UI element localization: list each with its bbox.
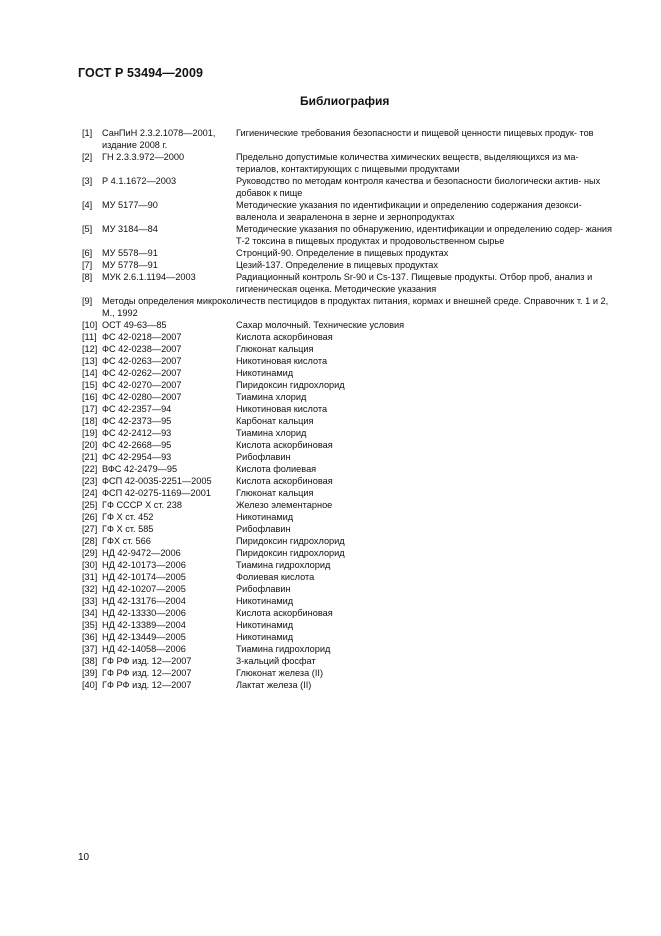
bibliography-title: Библиография xyxy=(300,94,390,108)
reference-item xyxy=(82,223,614,247)
reference-code: ГФХ ст. 566 xyxy=(102,536,151,546)
reference-item xyxy=(82,487,614,499)
reference-code: Р 4.1.1672—2003 xyxy=(102,176,177,186)
reference-description: Никотиновая кислота xyxy=(236,404,328,414)
reference-number: [26] xyxy=(82,512,98,522)
reference-item xyxy=(82,403,614,415)
reference-number: [23] xyxy=(82,476,98,486)
reference-description: Никотинамид xyxy=(236,512,294,522)
reference-number: [25] xyxy=(82,500,98,510)
reference-description: 3-кальций фосфат xyxy=(236,656,316,666)
reference-number: [34] xyxy=(82,608,98,618)
reference-code: ФС 42-0262—2007 xyxy=(102,368,182,378)
reference-description: Рибофлавин xyxy=(236,524,291,534)
page-number: 10 xyxy=(78,852,90,863)
reference-number: [5] xyxy=(82,224,93,234)
reference-code: ГФ Х ст. 585 xyxy=(102,524,154,534)
reference-code: ФС 42-2357—94 xyxy=(102,404,172,414)
reference-code: НД 42-10173—2006 xyxy=(102,560,186,570)
reference-code: НД 42-13176—2004 xyxy=(102,596,186,606)
reference-item xyxy=(82,619,614,631)
reference-code: МУ 5578—91 xyxy=(102,248,158,258)
reference-number: [12] xyxy=(82,344,98,354)
reference-code: ГФ РФ изд. 12—2007 xyxy=(102,680,192,690)
reference-description: Кислота аскорбиновая xyxy=(236,608,333,618)
reference-item xyxy=(82,547,614,559)
reference-item xyxy=(82,127,614,151)
reference-description: Пиридоксин гидрохлорид xyxy=(236,548,345,558)
reference-number: [1] xyxy=(82,128,93,138)
reference-item xyxy=(82,247,614,259)
reference-code: ОСТ 49-63—85 xyxy=(102,320,167,330)
reference-number: [31] xyxy=(82,572,98,582)
reference-description: Тиамина хлорид xyxy=(236,392,307,402)
reference-code: ФС 42-0218—2007 xyxy=(102,332,182,342)
reference-number: [9] xyxy=(82,296,93,306)
reference-description: Тиамина хлорид xyxy=(236,428,307,438)
reference-code: НД 42-14058—2006 xyxy=(102,644,186,654)
reference-number: [35] xyxy=(82,620,98,630)
reference-number: [11] xyxy=(82,332,97,342)
document-header: ГОСТ Р 53494—2009 xyxy=(78,66,204,80)
reference-description: Радиационный контроль Sr-90 и Cs-137. Пищевые продукты. Отбор проб, анализ и гигиеническая оценка. Методические указания xyxy=(236,272,593,294)
reference-description: Предельно допустимые количества химических веществ, выделяющихся из ма- териалов, контактирующих с пищевыми продуктами xyxy=(236,152,579,174)
reference-number: [36] xyxy=(82,632,98,642)
reference-number: [7] xyxy=(82,260,93,270)
reference-item xyxy=(82,295,614,319)
reference-item xyxy=(82,391,614,403)
reference-item xyxy=(82,259,614,271)
reference-code: МУК 2.6.1.1194—2003 xyxy=(102,272,196,282)
reference-item xyxy=(82,379,614,391)
reference-description: Рибофлавин xyxy=(236,584,291,594)
reference-item xyxy=(82,511,614,523)
reference-item xyxy=(82,319,614,331)
reference-description: Фолиевая кислота xyxy=(236,572,315,582)
reference-description: Глюконат кальция xyxy=(236,488,314,498)
reference-description: Пиридоксин гидрохлорид xyxy=(236,536,345,546)
reference-description: Руководство по методам контроля качества и безопасности биологически актив- ных добавок к пище xyxy=(236,176,601,198)
reference-description: Тиамина гидрохлорид xyxy=(236,560,331,570)
reference-code: ФС 42-2412—93 xyxy=(102,428,172,438)
reference-code: НД 42-10174—2005 xyxy=(102,572,186,582)
reference-description: Никотинамид xyxy=(236,368,294,378)
reference-number: [29] xyxy=(82,548,98,558)
reference-code: МУ 5778—91 xyxy=(102,260,158,270)
reference-item xyxy=(82,559,614,571)
reference-description: Пиридоксин гидрохлорид xyxy=(236,380,345,390)
reference-item xyxy=(82,643,614,655)
reference-code: НД 42-9472—2006 xyxy=(102,548,181,558)
reference-description: Кислота аскорбиновая xyxy=(236,440,333,450)
reference-number: [32] xyxy=(82,584,98,594)
reference-number: [14] xyxy=(82,368,98,378)
reference-description: Лактат железа (II) xyxy=(236,680,312,690)
reference-number: [30] xyxy=(82,560,98,570)
reference-description: Карбонат кальция xyxy=(236,416,314,426)
reference-item xyxy=(82,571,614,583)
reference-number: [37] xyxy=(82,644,98,654)
reference-item xyxy=(82,415,614,427)
reference-description: Сахар молочный. Технические условия xyxy=(236,320,405,330)
reference-code: ФСП 42-0035-2251—2005 xyxy=(102,476,212,486)
reference-item xyxy=(82,535,614,547)
reference-code: МУ 3184—84 xyxy=(102,224,158,234)
reference-item xyxy=(82,499,614,511)
reference-description: Кислота аскорбиновая xyxy=(236,476,333,486)
reference-code: НД 42-13449—2005 xyxy=(102,632,186,642)
reference-code: ФСП 42-0275-1169—2001 xyxy=(102,488,211,498)
reference-code: ФС 42-2668—95 xyxy=(102,440,172,450)
reference-description: Стронций-90. Определение в пищевых продуктах xyxy=(236,248,449,258)
reference-code: ГФ Х ст. 452 xyxy=(102,512,154,522)
reference-description: Рибофлавин xyxy=(236,452,291,462)
reference-number: [39] xyxy=(82,668,98,678)
reference-number: [19] xyxy=(82,428,98,438)
reference-item xyxy=(82,367,614,379)
reference-description: Методические указания по обнаружению, идентификации и определению содер- жания Т-2 токсина в пищевых продуктах и продовольственном сырье xyxy=(236,224,613,246)
reference-item xyxy=(82,199,614,223)
reference-number: [13] xyxy=(82,356,98,366)
reference-item xyxy=(82,631,614,643)
reference-number: [16] xyxy=(82,392,98,402)
reference-number: [15] xyxy=(82,380,98,390)
reference-number: [28] xyxy=(82,536,98,546)
reference-code: ФС 42-2954—93 xyxy=(102,452,172,462)
reference-number: [17] xyxy=(82,404,98,414)
reference-item xyxy=(82,595,614,607)
reference-description: Методические указания по идентификации и определению содержания дезокси- валенола и зеараленона в зерне и зернопродуктах xyxy=(236,200,582,222)
reference-code: ВФС 42-2479—95 xyxy=(102,464,178,474)
bibliography-list xyxy=(82,127,614,691)
reference-item xyxy=(82,271,614,295)
reference-code: НД 42-10207—2005 xyxy=(102,584,186,594)
reference-code: ГФ СССР Х ст. 238 xyxy=(102,500,182,510)
reference-code: ФС 42-2373—95 xyxy=(102,416,172,426)
reference-item xyxy=(82,175,614,199)
reference-number: [3] xyxy=(82,176,93,186)
reference-description: Тиамина гидрохлорид xyxy=(236,644,331,654)
reference-item xyxy=(82,667,614,679)
reference-description: Железо элементарное xyxy=(236,500,333,510)
reference-description: Цезий-137. Определение в пищевых продуктах xyxy=(236,260,438,270)
reference-item xyxy=(82,151,614,175)
reference-description: Никотинамид xyxy=(236,632,294,642)
reference-item xyxy=(82,451,614,463)
reference-code: ГФ РФ изд. 12—2007 xyxy=(102,656,192,666)
reference-number: [8] xyxy=(82,272,93,282)
reference-description: Глюконат железа (II) xyxy=(236,668,324,678)
reference-description: Никотинамид xyxy=(236,620,294,630)
reference-full-text: Методы определения микроколичеств пестицидов в продуктах питания, кормах и внешней среде. Справочник т. 1 и 2, М., 1992 xyxy=(102,296,609,318)
reference-code: СанПиН 2.3.2.1078—2001, издание 2008 г. xyxy=(102,128,216,150)
reference-item xyxy=(82,331,614,343)
reference-item xyxy=(82,343,614,355)
reference-description: Никотиновая кислота xyxy=(236,356,328,366)
reference-item xyxy=(82,523,614,535)
reference-number: [38] xyxy=(82,656,98,666)
reference-number: [40] xyxy=(82,680,98,690)
reference-item xyxy=(82,439,614,451)
reference-item xyxy=(82,679,614,691)
reference-number: [10] xyxy=(82,320,98,330)
bibliography-title-row xyxy=(0,94,661,108)
reference-description: Никотинамид xyxy=(236,596,294,606)
reference-number: [20] xyxy=(82,440,98,450)
reference-description: Глюконат кальция xyxy=(236,344,314,354)
reference-item xyxy=(82,427,614,439)
reference-description: Гигиенические требования безопасности и пищевой ценности пищевых продук- тов xyxy=(236,128,594,138)
reference-number: [2] xyxy=(82,152,93,162)
reference-item xyxy=(82,655,614,667)
reference-code: ГН 2.3.3.972—2000 xyxy=(102,152,185,162)
reference-item xyxy=(82,355,614,367)
reference-description: Кислота фолиевая xyxy=(236,464,317,474)
reference-item xyxy=(82,475,614,487)
reference-number: [24] xyxy=(82,488,98,498)
reference-number: [27] xyxy=(82,524,98,534)
reference-code: НД 42-13389—2004 xyxy=(102,620,186,630)
reference-code: ФС 42-0238—2007 xyxy=(102,344,182,354)
reference-description: Кислота аскорбиновая xyxy=(236,332,333,342)
reference-number: [22] xyxy=(82,464,98,474)
reference-code: МУ 5177—90 xyxy=(102,200,158,210)
reference-number: [33] xyxy=(82,596,98,606)
reference-item xyxy=(82,463,614,475)
reference-number: [21] xyxy=(82,452,98,462)
reference-code: ГФ РФ изд. 12—2007 xyxy=(102,668,192,678)
reference-item xyxy=(82,607,614,619)
reference-code: НД 42-13330—2006 xyxy=(102,608,186,618)
reference-number: [4] xyxy=(82,200,93,210)
reference-code: ФС 42-0270—2007 xyxy=(102,380,182,390)
reference-number: [6] xyxy=(82,248,93,258)
reference-number: [18] xyxy=(82,416,98,426)
reference-code: ФС 42-0280—2007 xyxy=(102,392,182,402)
reference-item xyxy=(82,583,614,595)
reference-code: ФС 42-0263—2007 xyxy=(102,356,182,366)
